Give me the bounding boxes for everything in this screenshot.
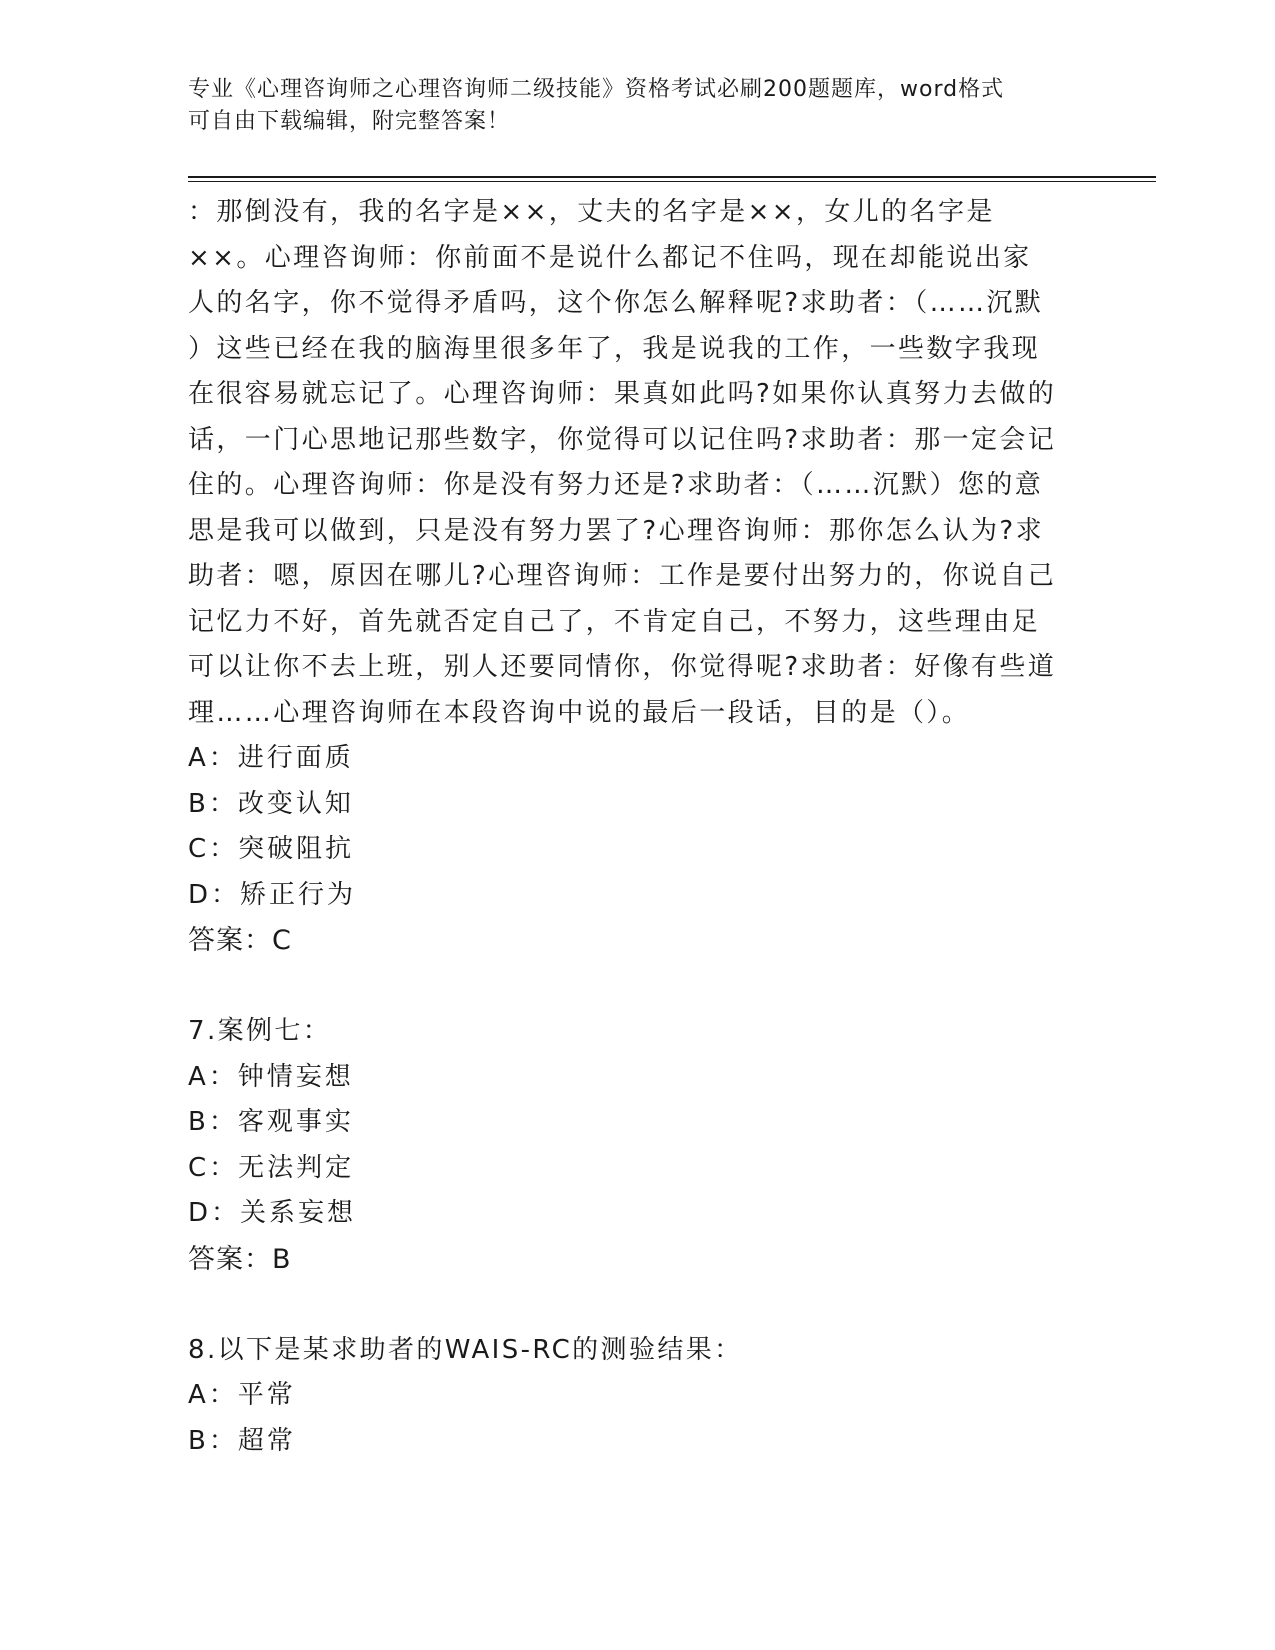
option-a: A：钟情妄想 — [188, 1061, 354, 1092]
question-8-options — [188, 1373, 1108, 1464]
option-b: B：超常 — [188, 1425, 296, 1456]
passage-line: 思是我可以做到，只是没有努力罢了?心理咨询师：那你怎么认为?求 — [188, 515, 1045, 546]
header-line-1: 专业《心理咨询师之心理咨询师二级技能》资格考试必刷200题题库，word格式 — [188, 77, 1005, 102]
question-7-options — [188, 1055, 1108, 1237]
option-d: D：关系妄想 — [188, 1198, 357, 1228]
question-6-options — [188, 736, 1108, 918]
passage-line: ：那倒没有，我的名字是××，丈夫的名字是××，女儿的名字是 — [188, 197, 995, 227]
question-6-answer: 答案：C — [188, 925, 292, 956]
option-c: C：无法判定 — [188, 1152, 355, 1183]
option-d: D：矫正行为 — [188, 879, 357, 910]
passage-line: 话，一门心思地记那些数字，你觉得可以记住吗?求助者：那一定会记 — [188, 424, 1057, 455]
passage-line: 可以让你不去上班，别人还要同情你，你觉得呢?求助者：好像有些道 — [188, 652, 1057, 682]
option-a: A：平常 — [188, 1380, 296, 1410]
passage-line: 在很容易就忘记了。心理咨询师：果真如此吗?如果你认真努力去做的 — [188, 379, 1057, 409]
spacer — [188, 1282, 1108, 1328]
question-8-title: 8.以下是某求助者的WAIS-RC的测验结果： — [188, 1334, 743, 1365]
header-rule-thin — [188, 181, 1156, 182]
passage-line: 理……心理咨询师在本段咨询中说的最后一段话，目的是（）。 — [188, 697, 971, 728]
option-b: B：客观事实 — [188, 1107, 354, 1137]
passage-line: 住的。心理咨询师：你是没有努力还是?求助者：（……沉默）您的意 — [188, 470, 1044, 500]
question-6-passage — [188, 190, 1108, 736]
question-7-answer: 答案：B — [188, 1243, 292, 1275]
spacer — [188, 964, 1108, 1010]
question-7-title: 7.案例七： — [188, 1016, 332, 1046]
option-c: C：突破阻抗 — [188, 834, 355, 864]
passage-line: ××。心理咨询师：你前面不是说什么都记不住吗，现在却能说出家 — [188, 242, 1032, 273]
option-b: B：改变认知 — [188, 788, 354, 819]
passage-line: 人的名字，你不觉得矛盾吗，这个你怎么解释呢?求助者：（……沉默 — [188, 288, 1044, 318]
header-rule-thick — [188, 176, 1156, 178]
document-body — [188, 190, 1108, 1464]
option-a: A：进行面质 — [188, 743, 354, 773]
passage-line: 助者：嗯，原因在哪儿?心理咨询师：工作是要付出努力的，你说自己 — [188, 561, 1057, 591]
passage-line: 记忆力不好，首先就否定自己了，不肯定自己，不努力，这些理由足 — [188, 606, 1041, 637]
header-line-2: 可自由下载编辑，附完整答案！ — [188, 109, 511, 134]
passage-line: ）这些已经在我的脑海里很多年了，我是说我的工作，一些数字我现 — [188, 333, 1041, 364]
document-header — [188, 74, 1088, 138]
